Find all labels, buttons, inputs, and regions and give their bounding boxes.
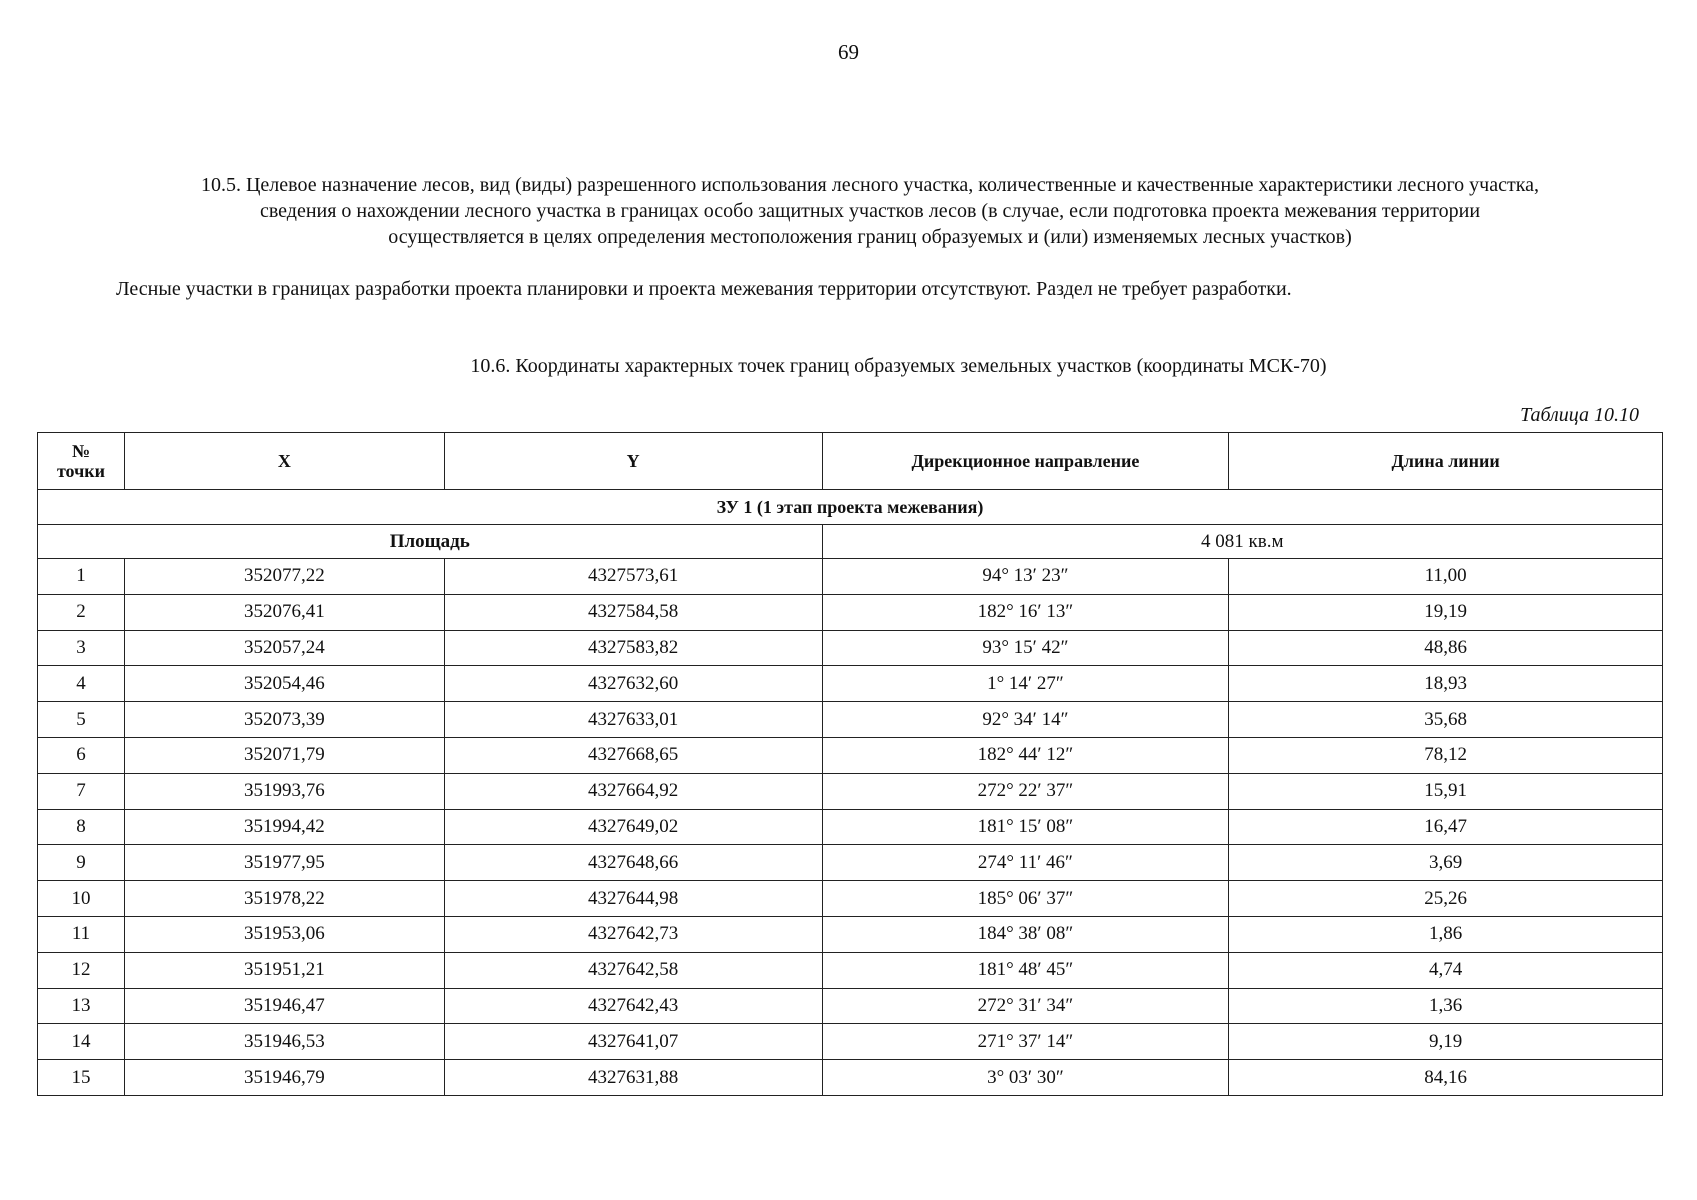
cell-x: 352077,22 [124,559,444,595]
cell-length: 18,93 [1229,666,1663,702]
cell-x: 351977,95 [124,845,444,881]
cell-x: 351978,22 [124,881,444,917]
table-row [38,916,1663,952]
cell-y: 4327632,60 [444,666,822,702]
cell-point-number: 6 [38,737,125,773]
cell-point-number: 12 [38,952,125,988]
cell-x: 352071,79 [124,737,444,773]
header-direction: Дирекционное направление [822,433,1229,490]
header-point-number: № точки [38,433,125,490]
section-10-6-title: 10.6. Координаты характерных точек границ образуемых земельных участков (координаты МСК-70) [470,355,1327,377]
cell-y: 4327631,88 [444,1060,822,1096]
cell-direction: 3° 03′ 30″ [822,1060,1229,1096]
cell-y: 4327583,82 [444,630,822,666]
group-title: ЗУ 1 (1 этап проекта межевания) [38,490,1663,525]
table-row [38,1060,1663,1096]
table-row [38,809,1663,845]
cell-x: 351993,76 [124,773,444,809]
table-row [38,666,1663,702]
cell-point-number: 9 [38,845,125,881]
cell-y: 4327584,58 [444,594,822,630]
table-header-row [38,433,1663,490]
section-10-5-title [120,172,1620,250]
header-length: Длина линии [1229,433,1663,490]
cell-point-number: 3 [38,630,125,666]
cell-x: 351946,53 [124,1024,444,1060]
cell-y: 4327668,65 [444,737,822,773]
cell-length: 15,91 [1229,773,1663,809]
cell-y: 4327642,73 [444,916,822,952]
table-row [38,773,1663,809]
cell-point-number: 7 [38,773,125,809]
cell-length: 25,26 [1229,881,1663,917]
page-number: 69 [838,40,859,64]
cell-direction: 181° 15′ 08″ [822,809,1229,845]
cell-y: 4327642,43 [444,988,822,1024]
cell-x: 352057,24 [124,630,444,666]
cell-direction: 92° 34′ 14″ [822,702,1229,738]
cell-y: 4327644,98 [444,881,822,917]
cell-length: 1,86 [1229,916,1663,952]
cell-direction: 185° 06′ 37″ [822,881,1229,917]
cell-point-number: 14 [38,1024,125,1060]
table-row [38,702,1663,738]
cell-point-number: 8 [38,809,125,845]
cell-point-number: 10 [38,881,125,917]
cell-direction: 182° 16′ 13″ [822,594,1229,630]
cell-direction: 272° 31′ 34″ [822,988,1229,1024]
cell-length: 19,19 [1229,594,1663,630]
cell-x: 351951,21 [124,952,444,988]
cell-y: 4327633,01 [444,702,822,738]
cell-direction: 274° 11′ 46″ [822,845,1229,881]
area-label: Площадь [38,525,823,559]
cell-y: 4327649,02 [444,809,822,845]
cell-x: 351994,42 [124,809,444,845]
cell-point-number: 2 [38,594,125,630]
table-row [38,988,1663,1024]
cell-direction: 1° 14′ 27″ [822,666,1229,702]
cell-x: 352054,46 [124,666,444,702]
table-caption: Таблица 10.10 [1520,404,1639,426]
cell-length: 1,36 [1229,988,1663,1024]
cell-point-number: 4 [38,666,125,702]
cell-y: 4327664,92 [444,773,822,809]
section-10-5-line-2: сведения о нахождении лесного участка в границах особо защитных участков лесов (в случае, если подготовка проекта межевания территории [259,200,1481,222]
table-row [38,881,1663,917]
cell-length: 4,74 [1229,952,1663,988]
cell-length: 3,69 [1229,845,1663,881]
cell-direction: 271° 37′ 14″ [822,1024,1229,1060]
table-row [38,594,1663,630]
cell-point-number: 5 [38,702,125,738]
cell-point-number: 1 [38,559,125,595]
cell-length: 48,86 [1229,630,1663,666]
cell-x: 351946,47 [124,988,444,1024]
table-row [38,559,1663,595]
cell-y: 4327641,07 [444,1024,822,1060]
cell-y: 4327648,66 [444,845,822,881]
cell-length: 9,19 [1229,1024,1663,1060]
table-row [38,1024,1663,1060]
cell-direction: 181° 48′ 45″ [822,952,1229,988]
cell-length: 35,68 [1229,702,1663,738]
table-row [38,737,1663,773]
cell-direction: 94° 13′ 23″ [822,559,1229,595]
cell-point-number: 11 [38,916,125,952]
cell-length: 11,00 [1229,559,1663,595]
cell-point-number: 13 [38,988,125,1024]
cell-x: 352076,41 [124,594,444,630]
cell-x: 351953,06 [124,916,444,952]
section-10-5-line-3: осуществляется в целях определения местоположения границ образуемых и (или) изменяемых лесных участков) [388,226,1352,248]
cell-length: 84,16 [1229,1060,1663,1096]
table-row [38,845,1663,881]
cell-length: 78,12 [1229,737,1663,773]
table-row [38,952,1663,988]
area-row [38,525,1663,559]
cell-x: 351946,79 [124,1060,444,1096]
coordinates-table [37,432,1663,1096]
cell-direction: 184° 38′ 08″ [822,916,1229,952]
cell-y: 4327642,58 [444,952,822,988]
cell-direction: 272° 22′ 37″ [822,773,1229,809]
section-10-5-note: Лесные участки в границах разработки проекта планировки и проекта межевания территории отсутствуют. Раздел не требует разработки. [116,278,1292,300]
table-row [38,630,1663,666]
cell-y: 4327573,61 [444,559,822,595]
cell-point-number: 15 [38,1060,125,1096]
section-10-5-line-1: 10.5. Целевое назначение лесов, вид (виды) разрешенного использования лесного участка, количественные и качественные характеристики лесного участка, [200,174,1539,196]
header-x: X [124,433,444,490]
cell-x: 352073,39 [124,702,444,738]
area-value: 4 081 кв.м [822,525,1662,559]
cell-direction: 93° 15′ 42″ [822,630,1229,666]
cell-length: 16,47 [1229,809,1663,845]
group-row [38,490,1663,525]
header-y: Y [444,433,822,490]
cell-direction: 182° 44′ 12″ [822,737,1229,773]
